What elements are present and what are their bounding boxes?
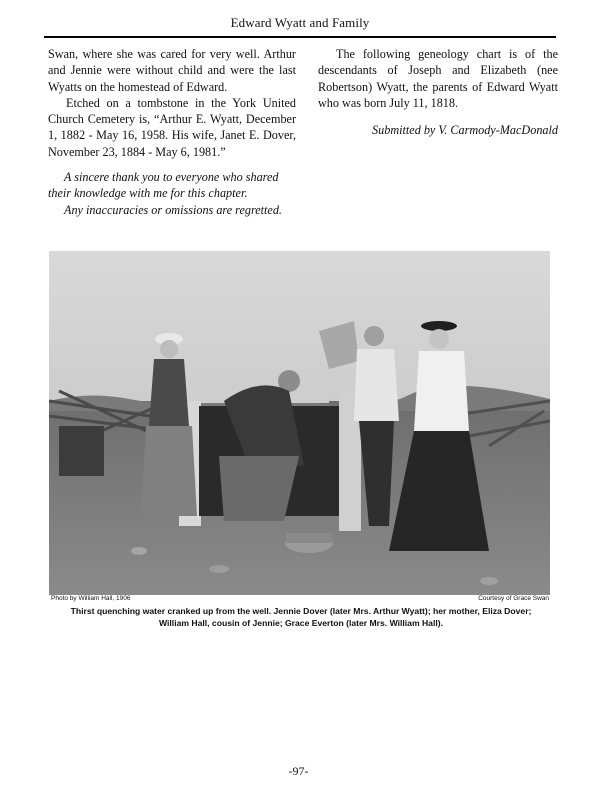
caption-line-1: Thirst quenching water cranked up from the well. Jennie Dover (later Mrs. Arthur Wyatt); her mother, Eliza Dover; xyxy=(70,606,532,616)
photo-caption xyxy=(56,605,546,629)
photo-courtesy: Courtesy of Grace Swan xyxy=(478,595,549,602)
header-title: Edward Wyatt and Family xyxy=(230,15,370,30)
left-paragraph-2: Etched on a tombstone in the York United Church Cemetery is, “Arthur E. Wyatt, December 1, 1882 - May 16, 1958. His wife, Janet E. Dover, November 23, 1884 - May 6, 1981.” xyxy=(48,95,296,159)
submitted-by: Submitted by V. Carmody-MacDonald xyxy=(372,123,558,138)
right-column xyxy=(318,46,558,138)
thanks-line-2: Any inaccuracies or omissions are regretted. xyxy=(64,202,282,217)
left-paragraph-1: Swan, where she was cared for very well. Arthur and Jennie were without child and were the last Wyatts on the homestead of Edward. xyxy=(48,47,296,94)
photo-credit: Photo by William Hall, 1906 xyxy=(51,595,131,602)
caption-line-2: William Hall, cousin of Jennie; Grace Everton (later Mrs. William Hall). xyxy=(159,618,443,628)
thanks-line-1: A sincere thank you to everyone who shared their knowledge with me for this chapter. xyxy=(48,170,279,201)
photo-illustration xyxy=(49,251,550,595)
page-number: -97- xyxy=(288,764,309,778)
right-paragraph-1: The following geneology chart is of the descendants of Joseph and Elizabeth (nee Robertson) Wyatt, the parents of Edward Wyatt who was born July 11, 1818. xyxy=(318,47,558,110)
running-header xyxy=(44,10,556,38)
left-column xyxy=(48,46,296,218)
historic-photo xyxy=(49,251,550,595)
